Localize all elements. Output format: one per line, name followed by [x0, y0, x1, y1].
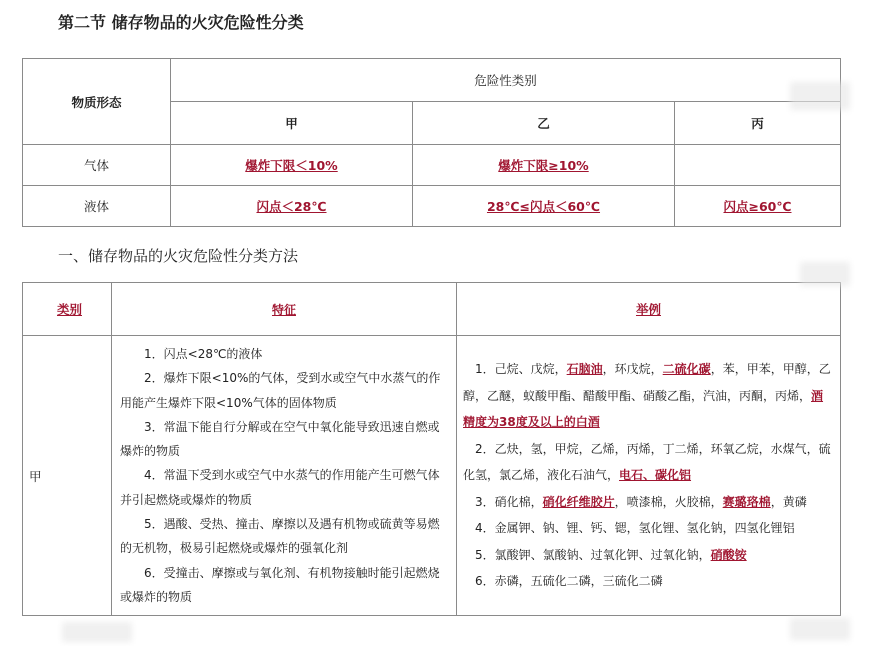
link-naphtha[interactable]: 石脑油 [566, 362, 603, 377]
page-title: 第二节 储存物品的火灾危险性分类 [58, 13, 304, 32]
class-jia: 甲 [171, 102, 413, 145]
feature-item: 5．遇酸、受热、撞击、摩擦以及遇有机物或硫黄等易燃的无机物，极易引起燃烧或爆炸的强氧化剂 [120, 517, 440, 556]
link-liquor[interactable]: 酒精度为38度及以上的白酒 [463, 388, 824, 430]
feature-item: 1．闪点<28℃的液体 [144, 347, 263, 361]
link-liquid-yi[interactable]: 28℃≤闪点＜60℃ [486, 199, 601, 214]
classification-table [22, 282, 841, 616]
form-cell: 气体 [23, 145, 171, 186]
example-text: ，苯，甲苯，甲醇，乙醇，乙醚，蚁酸甲酯、醋酸甲酯、硝酸乙酯，汽油，丙酮，丙烯， [463, 362, 831, 403]
watermark-blur [790, 618, 850, 640]
feature-item: 2．爆炸下限<10%的气体，受到水或空气中水蒸气的作用能产生爆炸下限<10%气体的固体物质 [120, 371, 441, 410]
table-row [23, 186, 841, 227]
feature-item: 4．常温下受到水或空气中水蒸气的作用能产生可燃气体并引起燃烧或爆炸的物质 [120, 468, 440, 507]
link-celluloid-cotton[interactable]: 赛璐珞棉 [722, 494, 771, 509]
section-heading: 一、储存物品的火灾危险性分类方法 [58, 247, 299, 265]
link-col-example[interactable]: 举例 [635, 302, 661, 317]
table-row [23, 336, 841, 616]
form-cell: 液体 [23, 186, 171, 227]
class-bing: 丙 [675, 102, 841, 145]
hazard-summary-table [22, 58, 841, 227]
watermark-blur [62, 622, 132, 642]
example-text: ，黄磷 [770, 494, 807, 509]
class-yi: 乙 [413, 102, 675, 145]
link-carbon-disulfide[interactable]: 二硫化碳 [662, 362, 711, 377]
watermark-blur [800, 262, 850, 286]
example-text: 2．乙炔，氢，甲烷，乙烯，丙烯，丁二烯，环氧乙烷，水煤气，硫化氢，氯乙烯，液化石油气， [463, 441, 831, 483]
watermark-blur [790, 82, 850, 110]
feature-list [112, 336, 457, 616]
example-list [457, 336, 841, 616]
link-calcium-carbide[interactable]: 电石、碳化铝 [619, 468, 692, 483]
example-text: ，喷漆棉，火胶棉， [614, 494, 723, 509]
link-ammonium-nitrate[interactable]: 硝酸铵 [710, 547, 747, 562]
example-text: 5．氯酸钾、氯酸钠、过氧化钾、过氧化钠， [475, 547, 711, 562]
table-row [23, 145, 841, 186]
link-gas-jia[interactable]: 爆炸下限＜10% [245, 158, 338, 173]
link-nitrocellulose-film[interactable]: 硝化纤维胶片 [542, 494, 615, 509]
example-text: ，环戊烷， [602, 362, 663, 377]
header-category: 危险性类别 [171, 59, 841, 102]
row-category: 甲 [23, 336, 112, 616]
example-text: 1．己烷、戊烷， [475, 362, 567, 377]
example-item-4: 4．金属钾、钠、锂、钙、锶，氢化锂、氢化钠，四氢化锂铝 [475, 521, 795, 536]
link-liquid-bing[interactable]: 闪点≥60℃ [723, 199, 792, 214]
feature-item: 6．受撞击、摩擦或与氧化剂、有机物接触时能引起燃烧或爆炸的物质 [120, 565, 440, 604]
gas-bing-cell [675, 145, 841, 186]
example-item-5 [463, 542, 834, 569]
example-text: 3．硝化棉， [475, 494, 543, 509]
link-col-category[interactable]: 类别 [56, 302, 82, 317]
example-item-2 [463, 436, 834, 489]
link-liquid-jia[interactable]: 闪点＜28℃ [256, 199, 327, 214]
header-form: 物质形态 [23, 59, 171, 145]
link-gas-yi[interactable]: 爆炸下限≥10% [498, 158, 589, 173]
feature-item: 3．常温下能自行分解或在空气中氧化能导致迅速自燃或爆炸的物质 [120, 419, 440, 459]
example-item-3 [463, 489, 834, 516]
example-item-1 [463, 356, 834, 436]
link-col-feature[interactable]: 特征 [271, 302, 296, 317]
example-item-6: 6．赤磷，五硫化二磷，三硫化二磷 [475, 574, 663, 589]
